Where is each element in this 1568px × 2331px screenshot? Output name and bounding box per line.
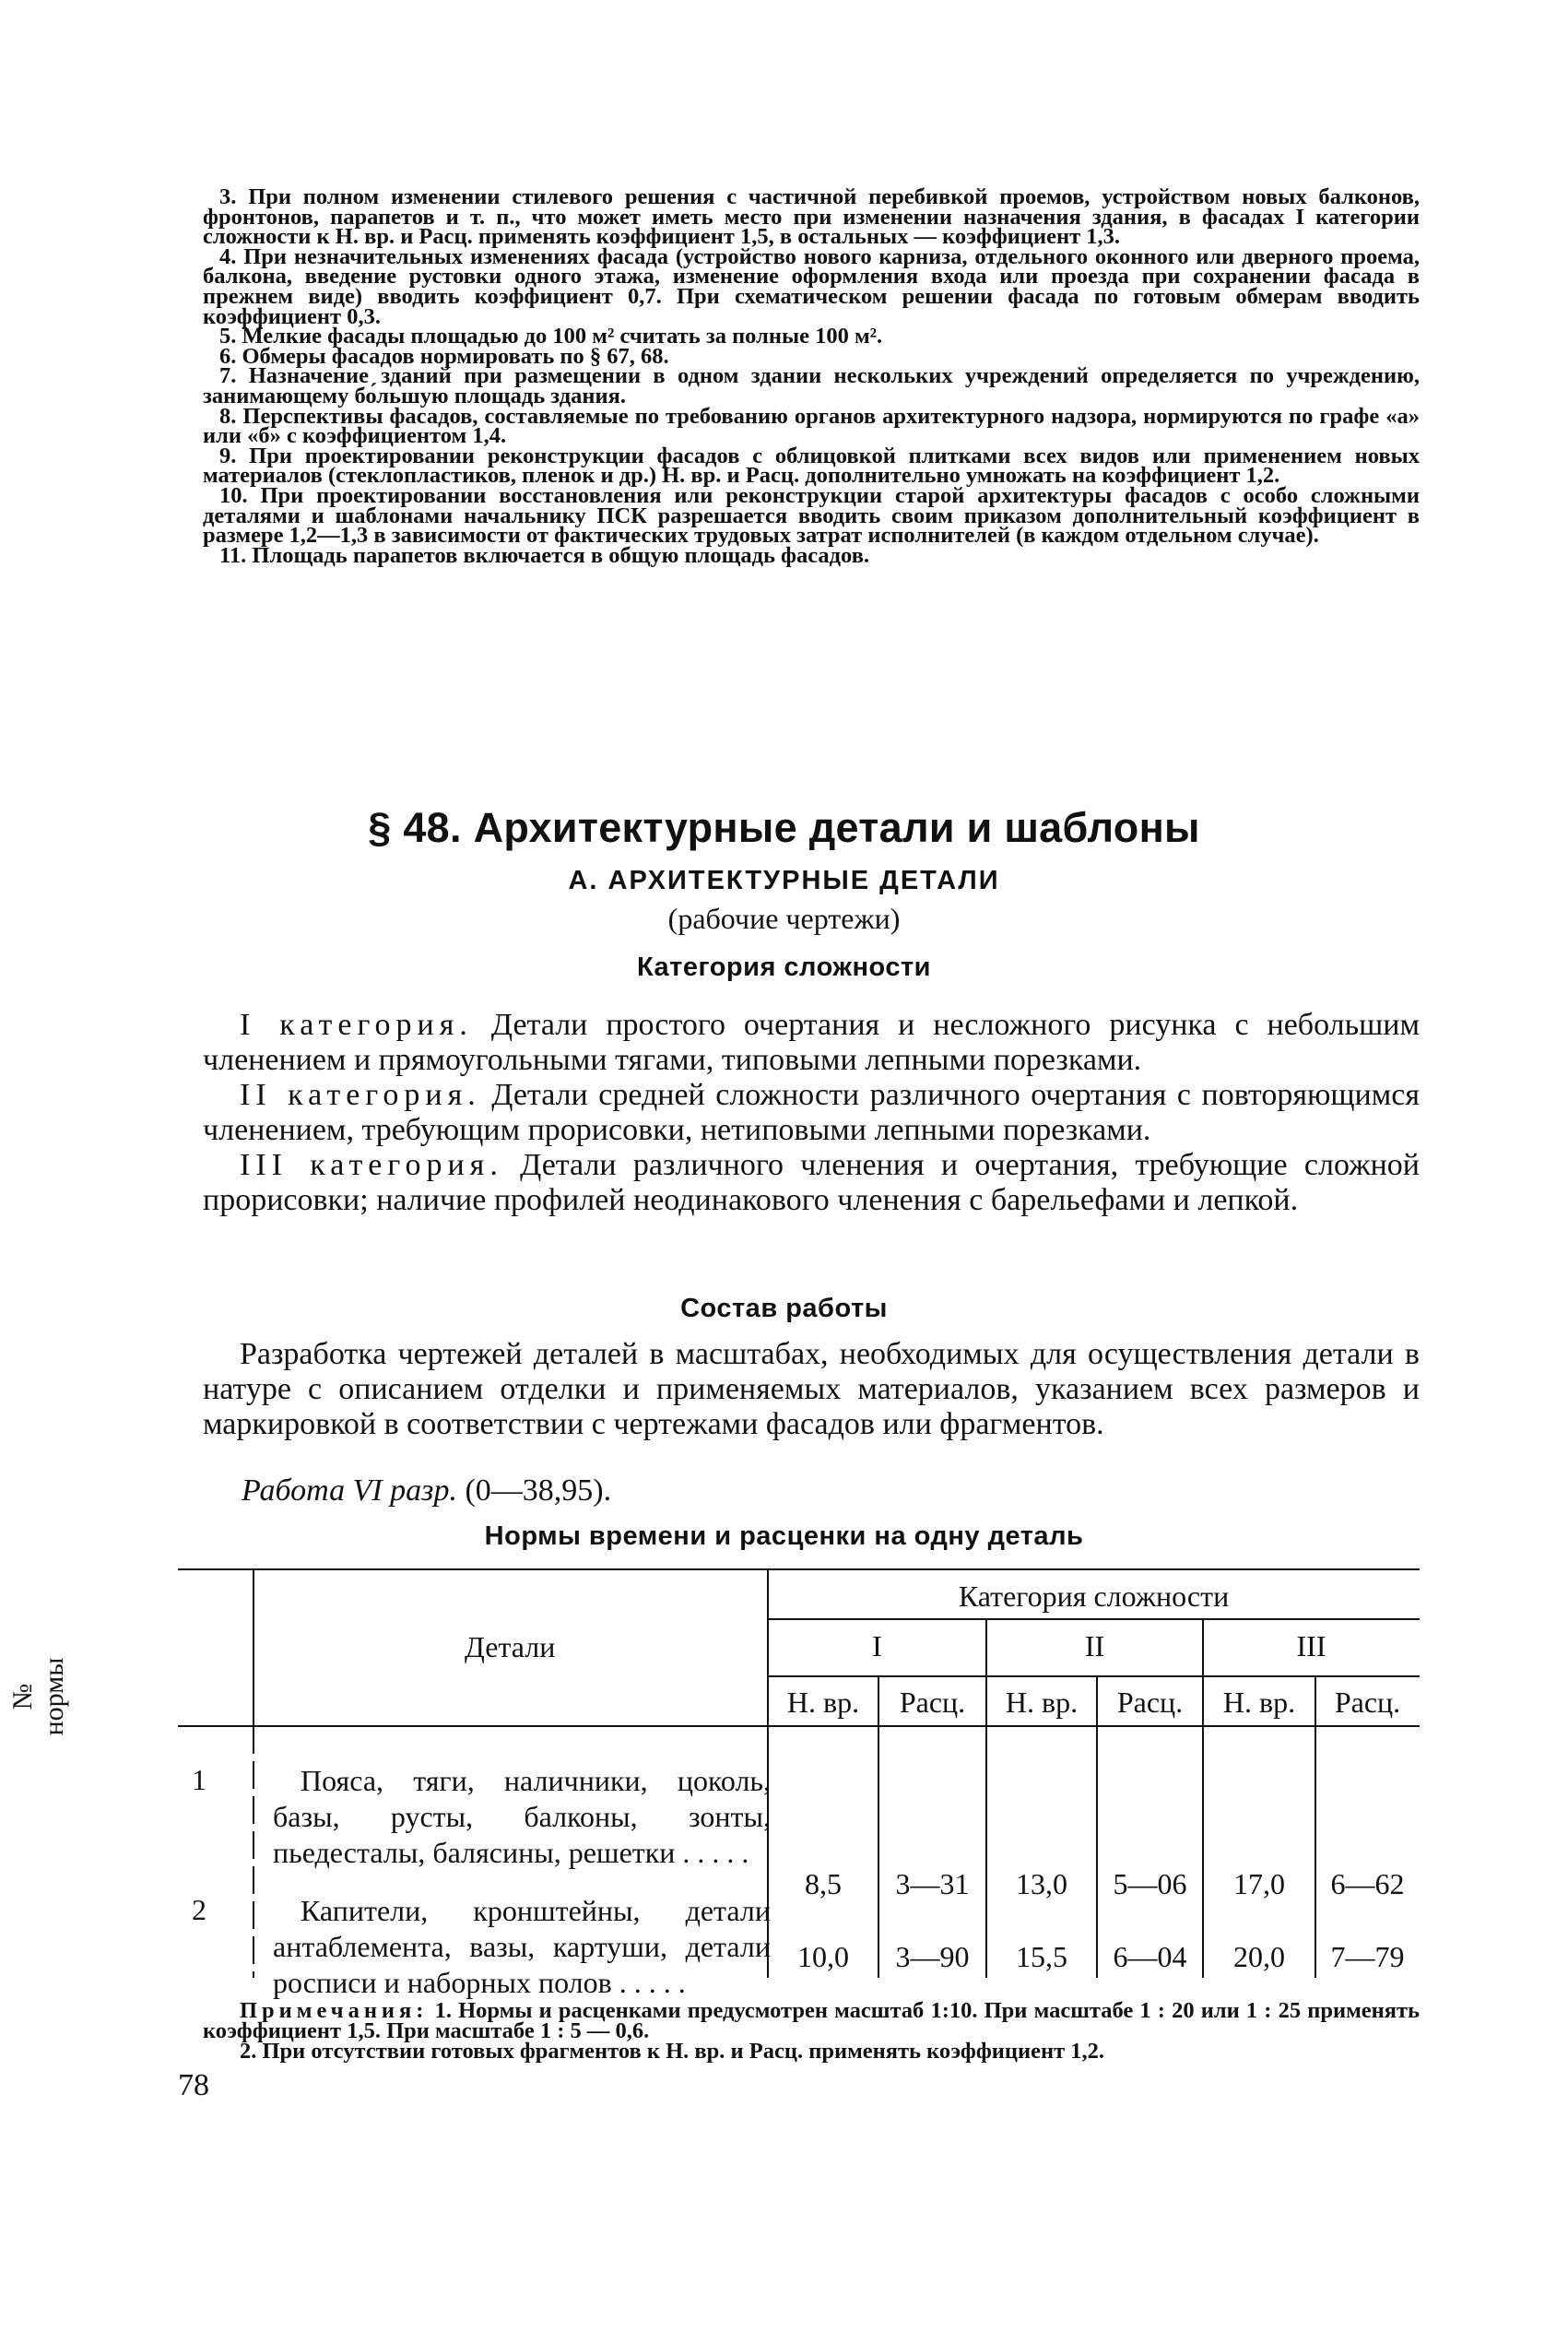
work-heading: Состав работы xyxy=(680,1294,888,1323)
subtitle-a: А. АРХИТЕКТУРНЫЕ ДЕТАЛИ xyxy=(568,866,1000,895)
table-cell: 13,0 xyxy=(1016,1867,1067,1900)
row-description-text: Пояса, тяги, наличники, цоколь, базы, русты, балконы, зонты, пьедесталы, балясины, решетки . . . . . xyxy=(273,1764,771,1869)
sub-header-norm-time: Н. вр. xyxy=(1222,1686,1296,1719)
work-grade-label: Работа VI разр. xyxy=(242,1473,457,1508)
top-notes xyxy=(203,184,1420,568)
col-category-header: Категория сложности xyxy=(958,1580,1230,1613)
category-label: I категория. xyxy=(240,1008,473,1042)
table-caption: Нормы времени и расценки на одну деталь xyxy=(484,1521,1084,1551)
table-cell: 8,5 xyxy=(805,1867,842,1900)
cat-label: III xyxy=(1296,1629,1326,1662)
sub-header-rate: Расц. xyxy=(899,1686,966,1719)
table-cell: 5—06 xyxy=(1113,1867,1187,1900)
category-label: II категория. xyxy=(240,1078,481,1112)
col-details-header: Детали xyxy=(465,1630,556,1663)
subtitle-b: (рабочие чертежи) xyxy=(667,902,901,935)
footnote-label: Примечания: xyxy=(240,1998,429,2023)
cat-label: II xyxy=(1084,1629,1105,1662)
category-item xyxy=(203,1008,1420,1078)
footnotes xyxy=(203,1998,1420,2064)
category-text: Детали различного членения и очертания, требующие сложной прорисовки; наличие профилей неодинакового членения с барельефами и лепкой. xyxy=(203,1148,1420,1217)
row-description xyxy=(273,1893,771,2001)
col-norm-header: № нормы xyxy=(7,1657,69,1736)
table-cell: 10,0 xyxy=(797,1940,849,1973)
table-cell: 3—31 xyxy=(895,1867,970,1900)
note-item: 11. Площадь парапетов включается в общую площадь фасадов. xyxy=(219,542,870,568)
row-description-text: Капители, кронштейны, детали антаблемента, вазы, картуши, детали росписи и наборных полов . . . . . xyxy=(273,1894,771,1999)
table-cell: 6—62 xyxy=(1330,1867,1405,1900)
row-description xyxy=(273,1763,771,1871)
row-number: 2 xyxy=(192,1893,206,1926)
category-label: III категория. xyxy=(240,1148,503,1182)
table-cell: 17,0 xyxy=(1233,1867,1285,1900)
work-text: Разработка чертежей деталей в масштабах, необходимых для осуществления детали в натуре с описанием отделки и применяемых материалов, указанием всех размеров и маркировкой в соответствии с чертежами фасадов или фрагментов. xyxy=(203,1337,1420,1441)
work-grade-rate: (0—38,95). xyxy=(456,1473,612,1508)
sub-header-norm-time: Н. вр. xyxy=(1005,1686,1079,1719)
footnote-item xyxy=(203,1998,1420,2043)
note-item: 5. Мелкие фасады площадью до 100 м² считать за полные 100 м². xyxy=(219,324,883,349)
work-description xyxy=(203,1337,1420,1442)
sub-header-norm-time: Н. вр. xyxy=(786,1686,860,1719)
sub-header-rate: Расц. xyxy=(1116,1686,1184,1719)
category-item xyxy=(203,1078,1420,1148)
category-text: Детали средней сложности различного очертания с повторяющимся членением, требующим прорисовки, нетиповыми лепными порезками. xyxy=(203,1078,1420,1147)
complexity-heading: Категория сложности xyxy=(636,953,931,982)
footnote-item: 2. При отсутствии готовых фрагментов к Н. вр. и Расц. применять коэффициент 1,2. xyxy=(240,2039,1105,2064)
table-cell: 7—79 xyxy=(1330,1940,1405,1973)
footnote-text: 1. Нормы и расценками предусмотрен масштаб 1:10. При масштабе 1 : 20 или 1 : 25 применять коэффициент 1,5. При масштабе 1 : 5 — 0,6. xyxy=(203,1998,1420,2043)
work-grade xyxy=(242,1473,611,1509)
section-title: § 48. Архитектурные детали и шаблоны xyxy=(368,804,1200,851)
note-item: 10. При проектировании восстановления или реконструкции старой архитектуры фасадов с особо сложными деталями и шаблонами начальнику ПСК разрешается вводить своим приказом дополнительный коэффициент в размере 1,2—1,3 в зависимости от фактических трудовых затрат исполнителей (в каждом отдельном случае). xyxy=(203,482,1420,549)
note-item: 9. При проектировании реконструкции фасадов с облицовкой плитками всех видов или применением новых материалов (стеклопластиков, пленок и др.) Н. вр. и Расц. дополнительно умножать на коэффициент 1,2. xyxy=(203,443,1420,489)
row-number: 1 xyxy=(192,1763,206,1796)
table-cell: 6—04 xyxy=(1113,1940,1187,1973)
cat-label: I xyxy=(872,1629,882,1662)
category-text: Детали простого очертания и несложного рисунка с небольшим членением и прямоугольными тягами, типовыми лепными порезками. xyxy=(203,1008,1421,1077)
categories-block xyxy=(203,1008,1420,1218)
sub-header-rate: Расц. xyxy=(1334,1686,1401,1719)
table-cell: 3—90 xyxy=(895,1940,970,1973)
note-item: 3. При полном изменении стилевого решения с частичной перебивкой проемов, устройством новых балконов, фронтонов, парапетов и т. п., что может иметь место при изменении назначения здания, в фасадах I категории сложности к Н. вр. и Расц. применять коэффициент 1,5, в остальных — коэффициент 1,3. xyxy=(203,184,1420,250)
table-cell: 20,0 xyxy=(1233,1940,1285,1973)
note-item: 7. Назначение зданий при размещении в одном здании нескольких учреждений определяется по учреждению, занимающему бо́льшую площадь здания. xyxy=(203,363,1420,408)
note-item: 8. Перспективы фасадов, составляемые по требованию органов архитектурного надзора, нормируются по графе «а» или «б» с коэффициентом 1,4. xyxy=(203,403,1420,449)
note-item: 4. При незначительных изменениях фасада (устройство нового карниза, отдельного оконного или дверного проема, балкона, введение рустовки одного этажа, изменение оформления входа или проезда при сохранении фасада в прежнем виде) вводить коэффициент 0,7. При схематическом решении фасада по готовым обмерам вводить коэффициент 0,3. xyxy=(203,243,1420,329)
category-item xyxy=(203,1148,1420,1218)
page-number: 78 xyxy=(178,2068,209,2102)
table-cell: 15,5 xyxy=(1016,1940,1067,1973)
note-item: 6. Обмеры фасадов нормировать по § 67, 68. xyxy=(219,343,669,369)
